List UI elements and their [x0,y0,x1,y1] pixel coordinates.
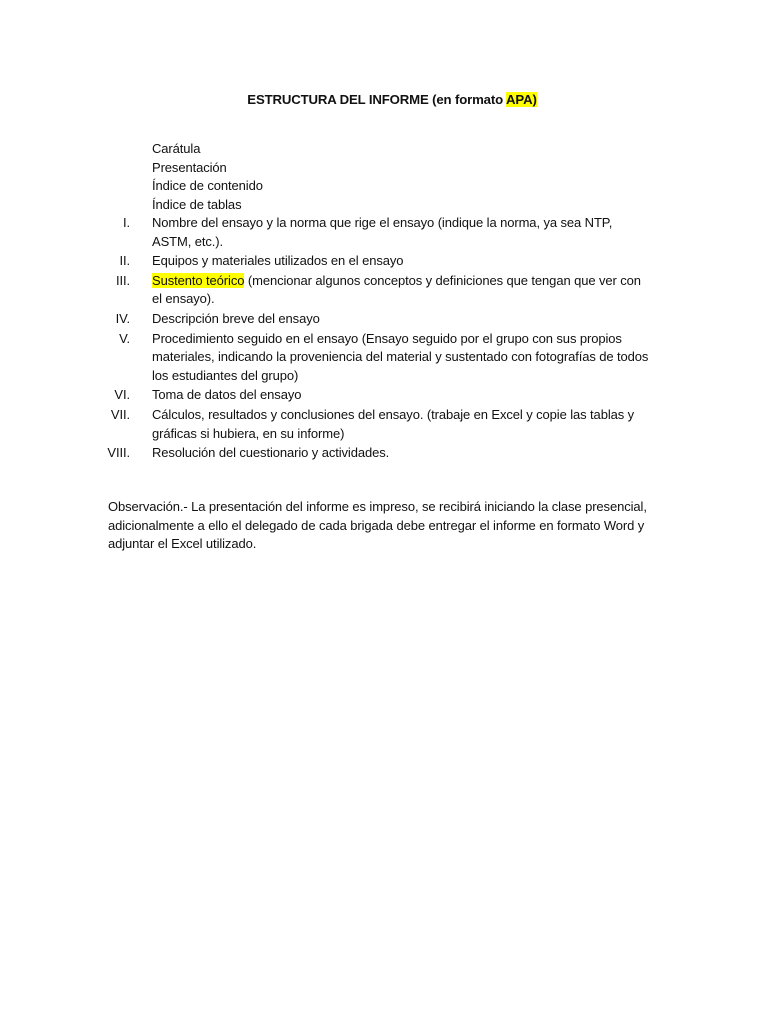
title-text: ESTRUCTURA DEL INFORME (en formato [247,92,507,107]
list-item-number: II. [119,253,130,269]
list-item-text [152,272,652,309]
front-matter-list [152,140,263,214]
roman-numbered-list [90,214,660,464]
list-item [90,252,660,271]
front-matter-item: Índice de tablas [152,196,242,212]
list-item-text [152,214,652,251]
list-item [90,272,660,309]
front-matter-item: Índice de contenido [152,178,263,194]
list-item-body: Cálculos, resultados y conclusiones del ensayo. (trabaje en Excel y copie las tablas y gráficas si hubiera, en su informe) [152,406,635,441]
list-item-text [152,444,652,463]
list-item-body: (mencionar algunos conceptos y definiciones que tengan que ver con el ensayo). [152,272,641,307]
list-item-number: I. [122,215,130,230]
list-item-number: VII. [110,406,130,422]
list-item-number: V. [119,330,130,346]
list-item-text [152,330,652,386]
front-matter-item: Carátula [152,141,201,156]
list-item [90,214,660,251]
list-item-highlight: Sustento teórico [152,272,245,288]
list-item [90,406,660,443]
list-item-number: IV. [115,310,130,326]
list-item-body: Resolución del cuestionario y actividades. [152,445,390,461]
list-item-text [152,406,652,443]
list-item-body: Descripción breve del ensayo [152,310,320,326]
document-title [0,91,768,109]
list-item-number: III. [115,272,130,288]
list-item-body: Equipos y materiales utilizados en el ensayo [152,253,404,269]
list-item-body: Procedimiento seguido en el ensayo (Ensayo seguido por el grupo con sus propios materiales, indicando la proveniencia del material y sustentado con fotografías de todos los estudiantes del grupo) [152,330,649,383]
list-item-body: Toma de datos del ensayo [152,387,302,403]
list-item [90,310,660,329]
list-item [90,386,660,405]
list-item [90,444,660,463]
list-item-text [152,252,652,271]
list-item-text [152,310,652,329]
list-item-number: VIII. [107,445,130,461]
front-matter-item: Presentación [152,159,227,175]
observation-paragraph: Observación.- La presentación del informe es impreso, se recibirá iniciando la clase presencial, adicionalmente a ello el delegado de cada brigada debe entregar el informe en formato Word y adjuntar el Excel utilizado. [108,499,647,552]
title-highlight: APA) [506,92,537,107]
list-item-number: VI. [114,387,130,403]
list-item-body: Nombre del ensayo y la norma que rige el ensayo (indique la norma, ya sea NTP, ASTM, etc.). [152,215,613,249]
list-item [90,330,660,386]
list-item-text [152,386,652,405]
